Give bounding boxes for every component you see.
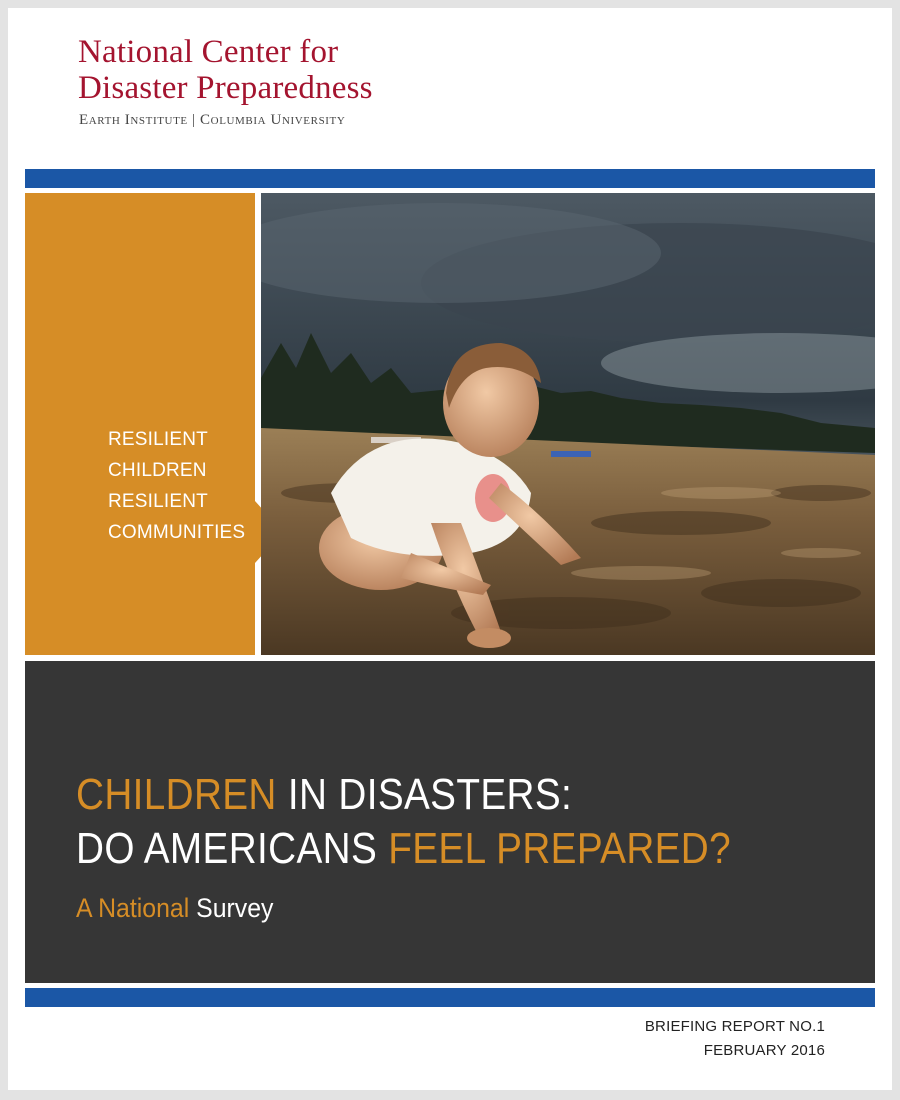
title-highlight: CHILDREN — [76, 770, 277, 819]
org-name-line2: Disaster Preparedness — [78, 70, 373, 106]
title-text: IN DISASTERS: — [276, 770, 573, 819]
baby-on-beach-photo — [261, 193, 875, 655]
tagline-line: COMMUNITIES — [108, 522, 246, 543]
report-title-line2 — [76, 825, 731, 873]
org-logo-name — [78, 34, 373, 106]
top-divider-bar — [25, 169, 875, 188]
subtitle-highlight: A National — [76, 893, 190, 923]
report-subtitle — [76, 892, 273, 924]
title-panel — [25, 661, 875, 983]
subtitle-text: Survey — [189, 893, 274, 923]
report-title-line1 — [76, 771, 572, 819]
title-text: DO AMERICANS — [76, 824, 389, 873]
tagline-line: RESILIENT — [108, 429, 208, 450]
report-date: FEBRUARY 2016 — [703, 1042, 825, 1059]
org-affiliation: Earth Institute | Columbia University — [79, 112, 346, 128]
report-meta — [645, 1015, 825, 1063]
tagline — [108, 424, 245, 548]
bottom-divider-bar — [25, 988, 875, 1007]
tagline-line: RESILIENT — [108, 491, 208, 512]
cover-photo — [261, 193, 875, 655]
report-number: BRIEFING REPORT NO.1 — [644, 1018, 825, 1035]
tagline-line: CHILDREN — [108, 460, 207, 481]
title-highlight: FEEL PREPARED? — [388, 824, 732, 873]
org-name-line1: National Center for — [78, 34, 339, 70]
